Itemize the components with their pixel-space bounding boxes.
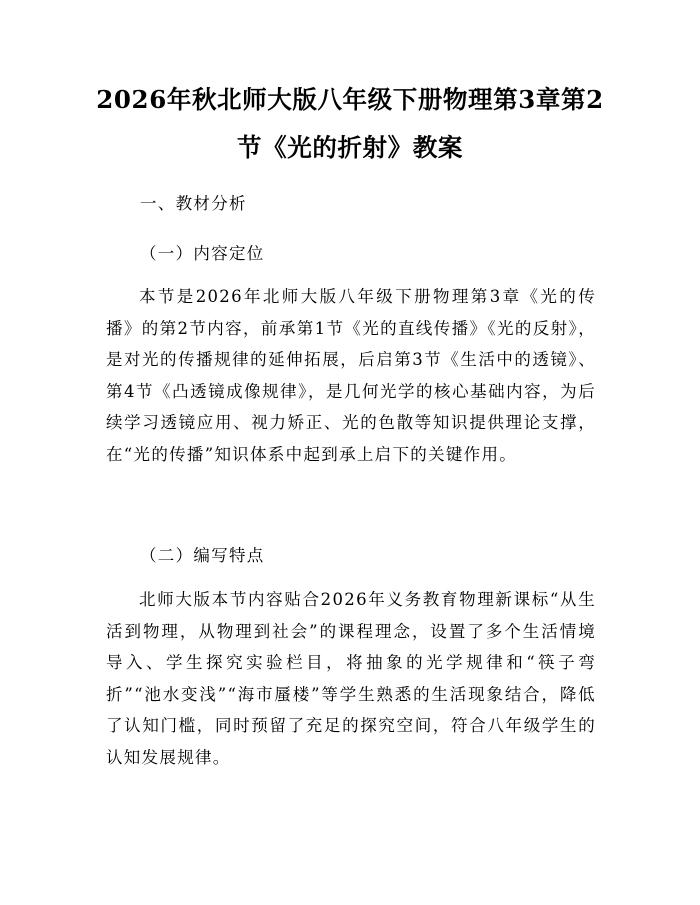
subsection-heading-writing-features: （二）编写特点 xyxy=(140,546,265,565)
paragraph-text-2: 北师大版本节内容贴合2026年义务教育物理新课标“从生活到物理，从物理到社会”的课程理念，设置了多个生活情境导入、学生探究实验栏目，将抽象的光学规律和“筷子弯折”“池水变浅”“海市蜃楼”等学生熟悉的生活现象结合，降低了认知门槛，同时预留了充足的探究空间，符合八年级学生的认知发展规律。 xyxy=(106,590,596,767)
section-heading-textbook-analysis: 一、教材分析 xyxy=(140,194,247,213)
paragraph-text-1: 本节是2026年北师大版八年级下册物理第3章《光的传播》的第2节内容，前承第1节《光的直线传播》《光的反射》，是对光的传播规律的延伸拓展，后启第3节《生活中的透镜》、第4节《凸透镜成像规律》，是几何光学的核心基础内容，为后续学习透镜应用、视力矫正、光的色散等知识提供理论支撑，在“光的传播”知识体系中起到承上启下的关键作用。 xyxy=(106,287,596,464)
subsection-heading-content-positioning: （一）内容定位 xyxy=(140,244,265,263)
paragraph-content-positioning xyxy=(106,281,596,471)
paragraph-writing-features xyxy=(106,584,596,774)
document-title: 2026年秋北师大版八年级下册物理第3章第2节《光的折射》教案 xyxy=(96,85,604,162)
